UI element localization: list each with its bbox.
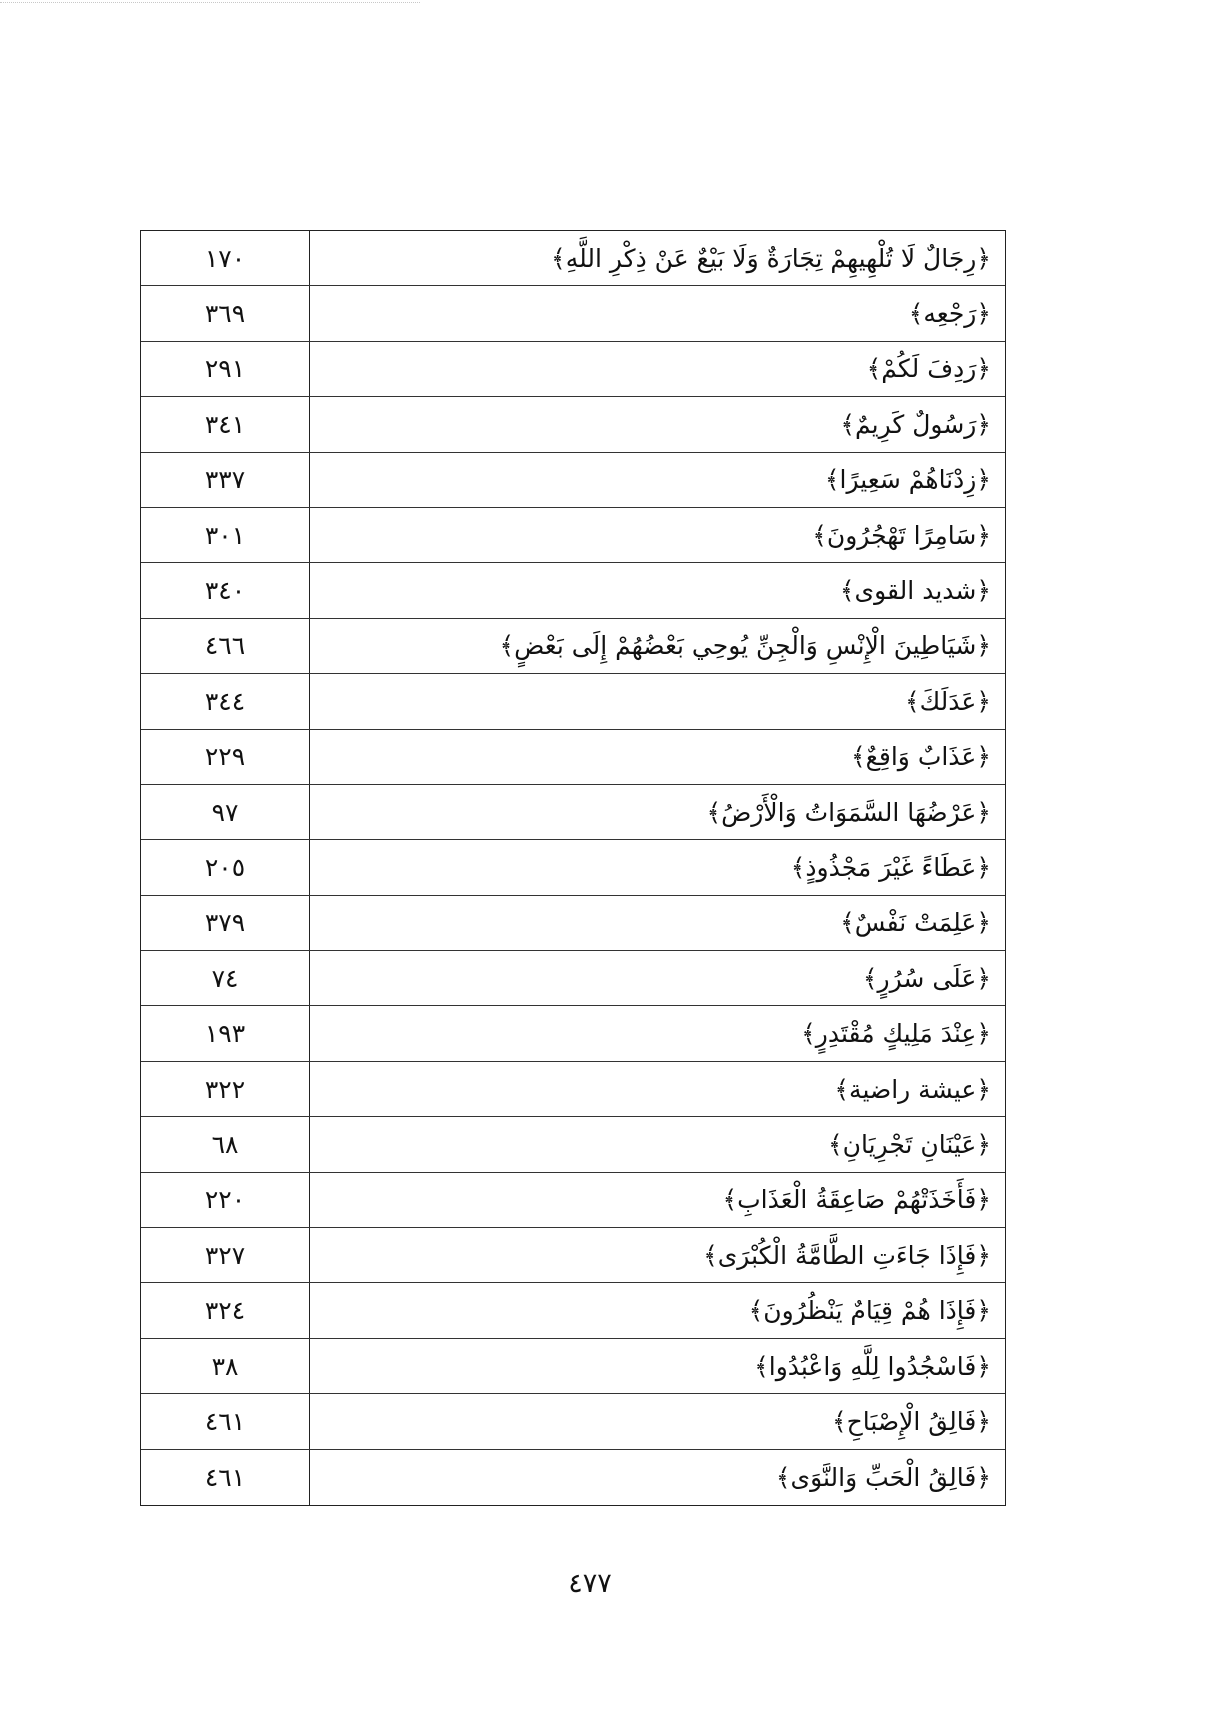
page-reference-cell: ٣٠١	[141, 508, 310, 562]
page-reference-cell: ٢٢٩	[141, 730, 310, 784]
phrase-cell: ﴿عَلَى سُرُرٍ﴾	[862, 963, 991, 993]
phrase-cell: ﴿عَدَلَكَ﴾	[904, 686, 991, 716]
phrase-cell: ﴿زِدْنَاهُمْ سَعِيرًا﴾	[824, 465, 991, 495]
page-reference-cell: ٦٨	[141, 1117, 310, 1171]
page-reference-cell: ٣٧٩	[141, 896, 310, 950]
table-row	[141, 1062, 1005, 1117]
table-row	[141, 231, 1005, 286]
page-reference-cell: ٩٧	[141, 785, 310, 839]
table-row	[141, 1339, 1005, 1394]
page-reference-cell: ٣٦٩	[141, 286, 310, 340]
table-row	[141, 896, 1005, 951]
phrase-cell: ﴿عَذَابٌ وَاقِعٌ﴾	[850, 742, 991, 772]
index-table	[140, 230, 1006, 1506]
phrase-cell: ﴿عَرْضُهَا السَّمَوَاتُ وَالْأَرْضُ﴾	[706, 797, 991, 827]
phrase-cell: ﴿فَإِذَا جَاءَتِ الطَّامَّةُ الْكُبْرَى﴾	[703, 1240, 991, 1270]
table-row	[141, 508, 1005, 563]
table-row	[141, 619, 1005, 674]
table-row	[141, 563, 1005, 618]
phrase-cell: ﴿عَلِمَتْ نَفْسٌ﴾	[840, 908, 991, 938]
page-reference-cell: ٢٠٥	[141, 840, 310, 894]
page-reference-cell: ٧٤	[141, 951, 310, 1005]
table-row	[141, 951, 1005, 1006]
scan-edge-mark	[0, 2, 420, 3]
phrase-cell: ﴿فَالِقُ الْإِصْبَاحِ﴾	[831, 1406, 991, 1436]
page-reference-cell: ٢٢٠	[141, 1173, 310, 1227]
page-reference-cell: ٢٩١	[141, 342, 310, 396]
phrase-cell: ﴿سَامِرًا تَهْجُرُونَ﴾	[812, 520, 991, 550]
phrase-cell: ﴿عَيْنَانِ تَجْرِيَانِ﴾	[827, 1129, 991, 1159]
page-reference-cell: ٣٢٤	[141, 1283, 310, 1337]
phrase-cell: ﴿فَإِذَا هُمْ قِيَامٌ يَنْظُرُونَ﴾	[748, 1296, 991, 1326]
table-row	[141, 730, 1005, 785]
page-reference-cell: ٣٤١	[141, 397, 310, 451]
page-reference-cell: ٤٦١	[141, 1450, 310, 1505]
table-row	[141, 1450, 1005, 1505]
table-row	[141, 286, 1005, 341]
phrase-cell: ﴿شَيَاطِينَ الْإِنْسِ وَالْجِنِّ يُوحِي بَعْضُهُمْ إِلَى بَعْضٍ﴾	[499, 631, 991, 661]
table-row	[141, 1006, 1005, 1061]
page-reference-cell: ٣٤٤	[141, 674, 310, 728]
page-reference-cell: ١٧٠	[141, 231, 310, 285]
page-reference-cell: ٣٤٠	[141, 563, 310, 617]
table-row	[141, 1283, 1005, 1338]
table-row	[141, 674, 1005, 729]
table-row	[141, 785, 1005, 840]
table-row	[141, 1117, 1005, 1172]
table-row	[141, 1173, 1005, 1228]
page-reference-cell: ٣٢٧	[141, 1228, 310, 1282]
page-reference-cell: ٤٦١	[141, 1394, 310, 1448]
page-reference-cell: ١٩٣	[141, 1006, 310, 1060]
phrase-cell: ﴿فَالِقُ الْحَبِّ وَالنَّوَى﴾	[775, 1462, 991, 1492]
phrase-cell: ﴿عَطَاءً غَيْرَ مَجْذُوذٍ﴾	[790, 852, 991, 882]
table-row	[141, 397, 1005, 452]
page-reference-cell: ٤٦٦	[141, 619, 310, 673]
phrase-cell: ﴿فَأَخَذَتْهُمْ صَاعِقَةُ الْعَذَابِ﴾	[722, 1185, 991, 1215]
table-row	[141, 1394, 1005, 1449]
page-reference-cell: ٣٨	[141, 1339, 310, 1393]
page-reference-cell: ٣٣٧	[141, 453, 310, 507]
table-row	[141, 453, 1005, 508]
table-row	[141, 840, 1005, 895]
page-reference-cell: ٣٢٢	[141, 1062, 310, 1116]
phrase-cell: ﴿شديد القوى﴾	[839, 576, 991, 606]
phrase-cell: ﴿فَاسْجُدُوا لِلَّهِ وَاعْبُدُوا﴾	[754, 1351, 991, 1381]
phrase-cell: ﴿رَجْعِه﴾	[908, 299, 991, 329]
phrase-cell: ﴿عِنْدَ مَلِيكٍ مُقْتَدِرٍ﴾	[801, 1019, 991, 1049]
page-number: ٤٧٧	[568, 1568, 612, 1599]
table-row	[141, 1228, 1005, 1283]
phrase-cell: ﴿عيشة راضية﴾	[834, 1074, 991, 1104]
phrase-cell: ﴿رِجَالٌ لَا تُلْهِيهِمْ تِجَارَةٌ وَلَا بَيْعٌ عَنْ ذِكْرِ اللَّهِ﴾	[551, 243, 991, 273]
table-row	[141, 342, 1005, 397]
phrase-cell: ﴿رَدِفَ لَكُمْ﴾	[866, 354, 991, 384]
phrase-cell: ﴿رَسُولٌ كَرِيمٌ﴾	[840, 409, 991, 439]
